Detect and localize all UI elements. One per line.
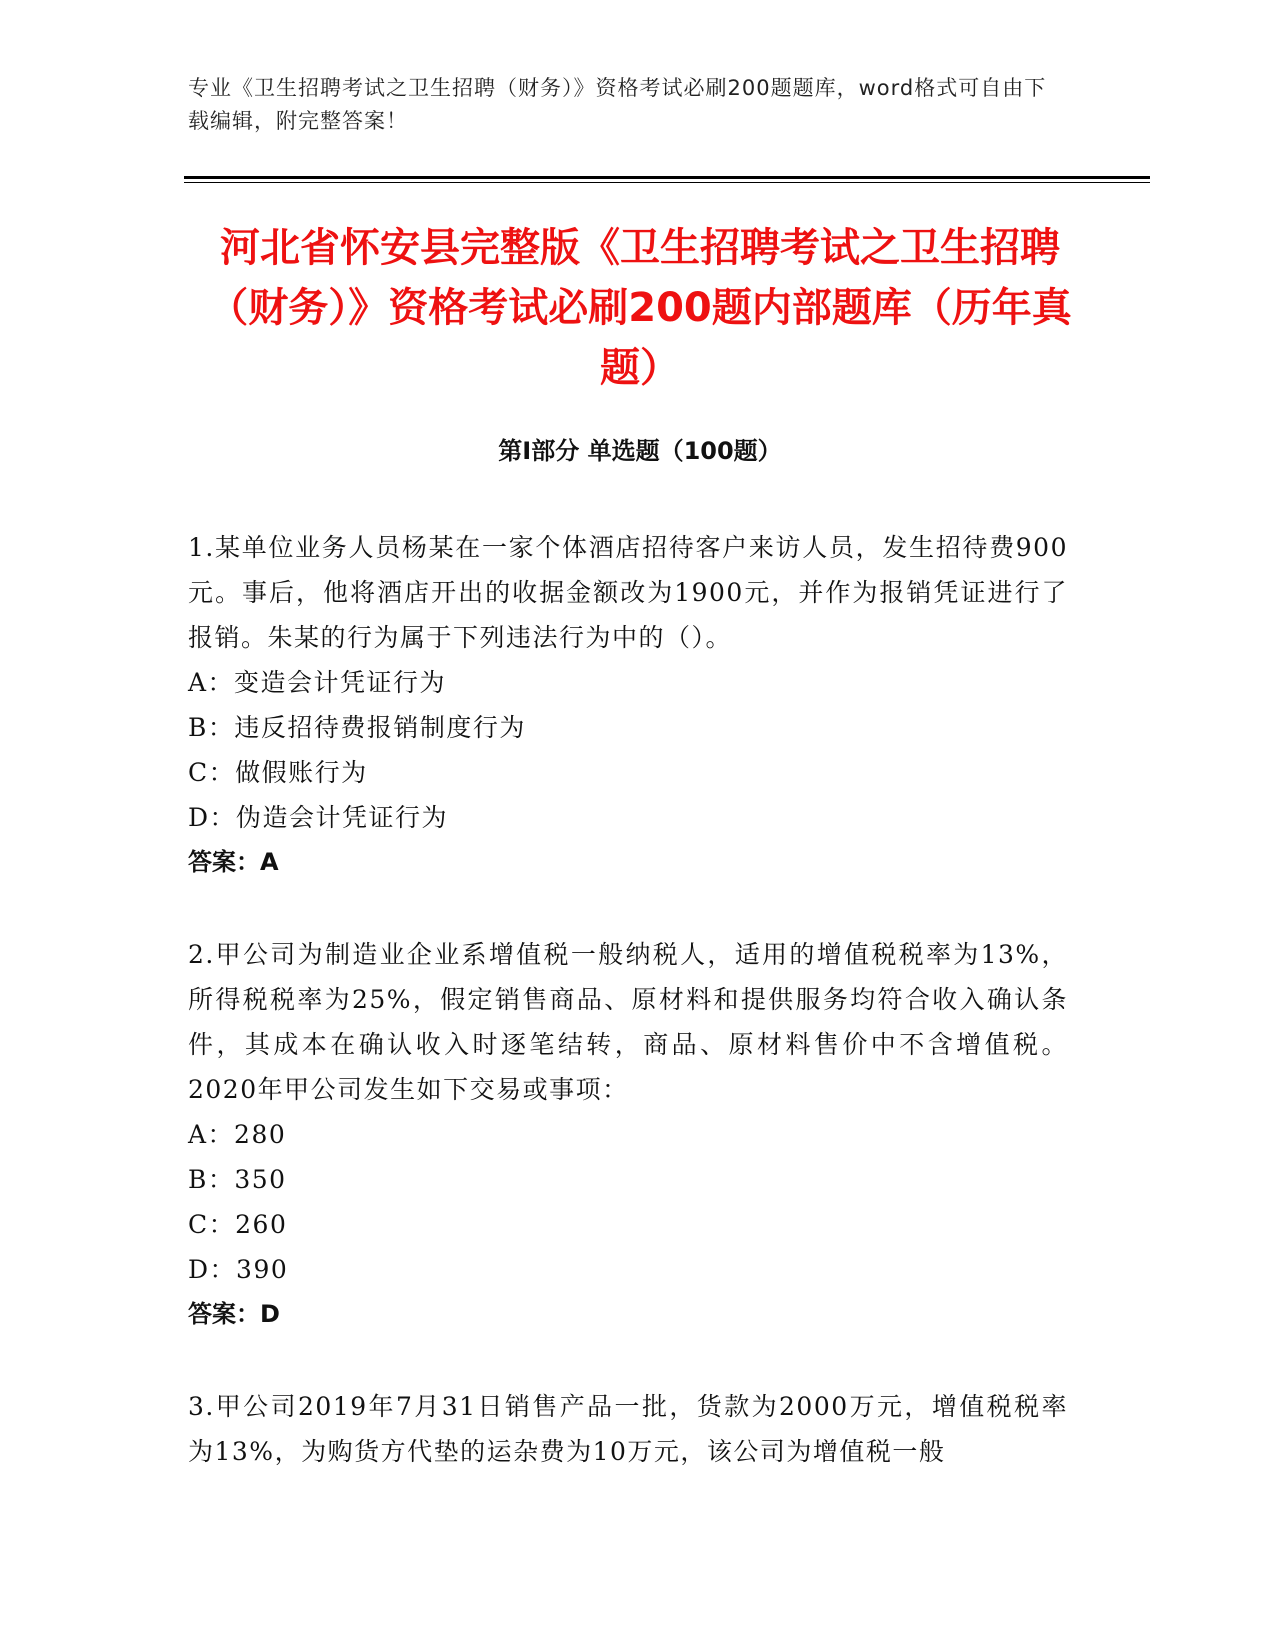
document-title: 河北省怀安县完整版《卫生招聘考试之卫生招聘（财务）》资格考试必刷200题内部题库（历年真题） (208, 225, 1072, 391)
question-2 (188, 932, 1068, 1337)
question-stem: 1.某单位业务人员杨某在一家个体酒店招待客户来访人员，发生招待费900元。事后，他将酒店开出的收据金额改为1900元，并作为报销凭证进行了报销。朱某的行为属于下列违法行为中的（）。 (188, 533, 1068, 652)
option-c: C：260 (188, 1210, 288, 1239)
option-b: B：违反招待费报销制度行为 (188, 713, 526, 742)
option-c: C：做假账行为 (188, 758, 368, 787)
option-b: B：350 (188, 1165, 287, 1194)
question-3 (188, 1384, 1068, 1474)
option-a: A：280 (188, 1120, 287, 1149)
answer: 答案：A (188, 848, 279, 876)
option-a: A：变造会计凭证行为 (188, 668, 447, 697)
question-1 (188, 525, 1068, 885)
option-d: D：伪造会计凭证行为 (188, 803, 449, 832)
header-rule-thick (184, 176, 1150, 179)
section-heading: 第I部分 单选题（100题） (498, 437, 782, 465)
question-stem: 2.甲公司为制造业企业系增值税一般纳税人，适用的增值税税率为13%，所得税税率为25%，假定销售商品、原材料和提供服务均符合收入确认条件，其成本在确认收入时逐笔结转，商品、原材料售价中不含增值税。2020年甲公司发生如下交易或事项： (188, 940, 1068, 1104)
header-note: 专业《卫生招聘考试之卫生招聘（财务）》资格考试必刷200题题库，word格式可自由下载编辑，附完整答案！ (188, 76, 1047, 133)
option-d: D：390 (188, 1255, 289, 1284)
header-rule-thin (184, 182, 1150, 183)
answer: 答案：D (188, 1300, 280, 1328)
question-stem: 3.甲公司2019年7月31日销售产品一批，货款为2000万元，增值税税率为13%，为购货方代垫的运杂费为10万元，该公司为增值税一般 (188, 1392, 1068, 1466)
